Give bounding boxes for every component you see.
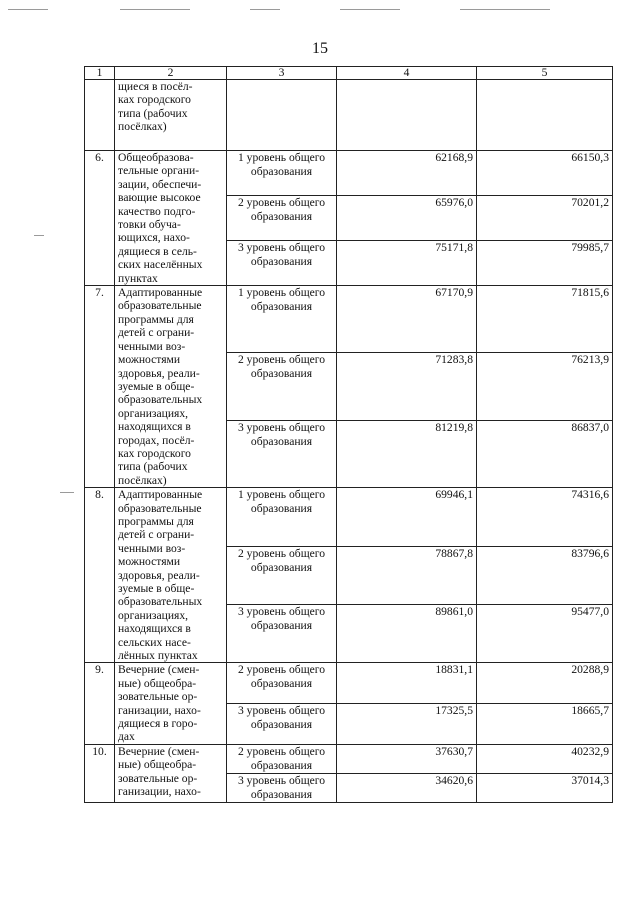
value-col-5: 37014,3 bbox=[477, 773, 613, 802]
allocation-table bbox=[84, 66, 613, 803]
value-col-4: 69946,1 bbox=[337, 488, 477, 546]
table-row bbox=[85, 488, 613, 546]
value-col-5: 71815,6 bbox=[477, 286, 613, 353]
institution-type-line: образовательные bbox=[118, 501, 202, 515]
value-col-4: 65976,0 bbox=[337, 196, 477, 241]
institution-type-line: Адаптированные bbox=[118, 488, 203, 502]
institution-type-line: городах, посёл- bbox=[118, 433, 195, 447]
row-number bbox=[85, 80, 115, 151]
institution-type-line: ганизации, нахо- bbox=[118, 785, 201, 799]
institution-type-line: Вечерние (смен- bbox=[118, 663, 200, 677]
education-level: 2 уровень общего образования bbox=[227, 353, 337, 420]
value-col-5: 86837,0 bbox=[477, 420, 613, 487]
education-level: 3 уровень общего образования bbox=[227, 704, 337, 745]
row-number: 6. bbox=[85, 151, 115, 286]
institution-type-line: детей с ограни- bbox=[118, 326, 195, 340]
institution-type-line: дящиеся в горо- bbox=[118, 717, 198, 731]
institution-type bbox=[115, 286, 227, 488]
institution-type-line: пунктах bbox=[118, 271, 158, 285]
institution-type-line: качество подго- bbox=[118, 204, 196, 218]
institution-type-line: посёлках) bbox=[118, 120, 167, 134]
education-level: 2 уровень общего образования bbox=[227, 744, 337, 773]
education-level: 2 уровень общего образования bbox=[227, 663, 337, 704]
institution-type-line: зовательные ор- bbox=[118, 690, 198, 704]
value-col-5 bbox=[477, 80, 613, 151]
institution-type-line: ках городского bbox=[118, 93, 191, 107]
institution-type-line: здоровья, реали- bbox=[118, 568, 200, 582]
institution-type-line: ченными воз- bbox=[118, 541, 186, 555]
institution-type-line: ющихся, нахо- bbox=[118, 231, 190, 245]
value-col-5: 18665,7 bbox=[477, 704, 613, 745]
education-level: 2 уровень общего образования bbox=[227, 196, 337, 241]
institution-type-line: Вечерние (смен- bbox=[118, 744, 200, 758]
value-col-5: 95477,0 bbox=[477, 605, 613, 663]
table-row bbox=[85, 80, 613, 151]
value-col-4: 17325,5 bbox=[337, 704, 477, 745]
institution-type-line: сельских насе- bbox=[118, 635, 191, 649]
institution-type-line: тельные органи- bbox=[118, 164, 200, 178]
table-row bbox=[85, 663, 613, 704]
column-header: 2 bbox=[115, 67, 227, 80]
value-col-5: 83796,6 bbox=[477, 546, 613, 604]
row-number: 10. bbox=[85, 744, 115, 802]
institution-type-line: зовательные ор- bbox=[118, 771, 198, 785]
page-number: 15 bbox=[312, 40, 328, 57]
institution-type-line: детей с ограни- bbox=[118, 528, 195, 542]
institution-type-line: ских населённых bbox=[118, 258, 203, 272]
table-row bbox=[85, 286, 613, 353]
institution-type-line: Общеобразова- bbox=[118, 151, 194, 164]
institution-type-line: здоровья, реали- bbox=[118, 366, 200, 380]
value-col-5: 76213,9 bbox=[477, 353, 613, 420]
value-col-4: 34620,6 bbox=[337, 773, 477, 802]
institution-type-line: ные) общеобра- bbox=[118, 758, 197, 772]
education-level: 3 уровень общего образования bbox=[227, 420, 337, 487]
education-level bbox=[227, 80, 337, 151]
value-col-5: 70201,2 bbox=[477, 196, 613, 241]
institution-type-line: товки обучa- bbox=[118, 218, 181, 232]
institution-type-line: образовательные bbox=[118, 299, 202, 313]
institution-type-line: находящихся в bbox=[118, 420, 191, 434]
scan-speck bbox=[34, 235, 44, 236]
value-col-5: 79985,7 bbox=[477, 241, 613, 286]
row-number: 8. bbox=[85, 488, 115, 663]
value-col-4 bbox=[337, 80, 477, 151]
table-row bbox=[85, 151, 613, 196]
column-header: 3 bbox=[227, 67, 337, 80]
institution-type-line: ченными воз- bbox=[118, 339, 186, 353]
value-col-4: 67170,9 bbox=[337, 286, 477, 353]
value-col-5: 66150,3 bbox=[477, 151, 613, 196]
institution-type-line: типа (рабочих bbox=[118, 460, 188, 474]
institution-type-line: Адаптированные bbox=[118, 286, 203, 300]
education-level: 3 уровень общего образования bbox=[227, 605, 337, 663]
institution-type bbox=[115, 663, 227, 744]
institution-type bbox=[115, 151, 227, 286]
institution-type-line: можностями bbox=[118, 555, 181, 569]
institution-type-line: находящихся в bbox=[118, 622, 191, 636]
institution-type-line: организациях, bbox=[118, 608, 189, 622]
education-level: 1 уровень общего образования bbox=[227, 286, 337, 353]
scan-speck bbox=[8, 9, 48, 10]
institution-type-line: зуемые в обще- bbox=[118, 582, 195, 595]
value-col-4: 62168,9 bbox=[337, 151, 477, 196]
value-col-4: 71283,8 bbox=[337, 353, 477, 420]
institution-type-line: щиеся в посёл- bbox=[118, 80, 193, 93]
scan-speck bbox=[340, 9, 400, 10]
table-row bbox=[85, 744, 613, 773]
institution-type-line: посёлках) bbox=[118, 473, 167, 487]
column-header: 5 bbox=[477, 67, 613, 80]
institution-type bbox=[115, 744, 227, 802]
institution-type-line: можностями bbox=[118, 353, 181, 367]
value-col-4: 18831,1 bbox=[337, 663, 477, 704]
institution-type-line: типа (рабочих bbox=[118, 106, 188, 120]
table-header-row bbox=[85, 67, 613, 80]
institution-type-line: лённых пунктах bbox=[118, 649, 198, 663]
institution-type-line: ганизации, нахо- bbox=[118, 703, 201, 717]
education-level: 2 уровень общего образования bbox=[227, 546, 337, 604]
row-number: 7. bbox=[85, 286, 115, 488]
scan-speck bbox=[460, 9, 550, 10]
scan-speck bbox=[60, 492, 74, 493]
institution-type-line: зуемые в обще- bbox=[118, 379, 195, 393]
column-header: 4 bbox=[337, 67, 477, 80]
institution-type-line: ках городского bbox=[118, 446, 191, 460]
row-number: 9. bbox=[85, 663, 115, 744]
scan-speck bbox=[120, 9, 190, 10]
scan-speck bbox=[250, 9, 280, 10]
institution-type-line: дящиеся в сель- bbox=[118, 244, 197, 258]
value-col-4: 89861,0 bbox=[337, 605, 477, 663]
education-level: 3 уровень общего образования bbox=[227, 241, 337, 286]
education-level: 3 уровень общего образования bbox=[227, 773, 337, 802]
education-level: 1 уровень общего образования bbox=[227, 151, 337, 196]
institution-type-line: организациях, bbox=[118, 406, 189, 420]
value-col-4: 81219,8 bbox=[337, 420, 477, 487]
column-header: 1 bbox=[85, 67, 115, 80]
institution-type-line: зации, обеспечи- bbox=[118, 177, 202, 191]
institution-type bbox=[115, 80, 227, 151]
value-col-5: 40232,9 bbox=[477, 744, 613, 773]
institution-type-line: ные) общеобра- bbox=[118, 676, 197, 690]
value-col-4: 37630,7 bbox=[337, 744, 477, 773]
institution-type-line: программы для bbox=[118, 514, 194, 528]
education-level: 1 уровень общего образования bbox=[227, 488, 337, 546]
institution-type bbox=[115, 488, 227, 663]
institution-type-line: вающие высокое bbox=[118, 191, 201, 205]
value-col-5: 20288,9 bbox=[477, 663, 613, 704]
value-col-5: 74316,6 bbox=[477, 488, 613, 546]
value-col-4: 78867,8 bbox=[337, 546, 477, 604]
institution-type-line: дах bbox=[118, 730, 135, 744]
value-col-4: 75171,8 bbox=[337, 241, 477, 286]
institution-type-line: образовательных bbox=[118, 393, 203, 407]
institution-type-line: программы для bbox=[118, 312, 194, 326]
institution-type-line: образовательных bbox=[118, 595, 203, 609]
